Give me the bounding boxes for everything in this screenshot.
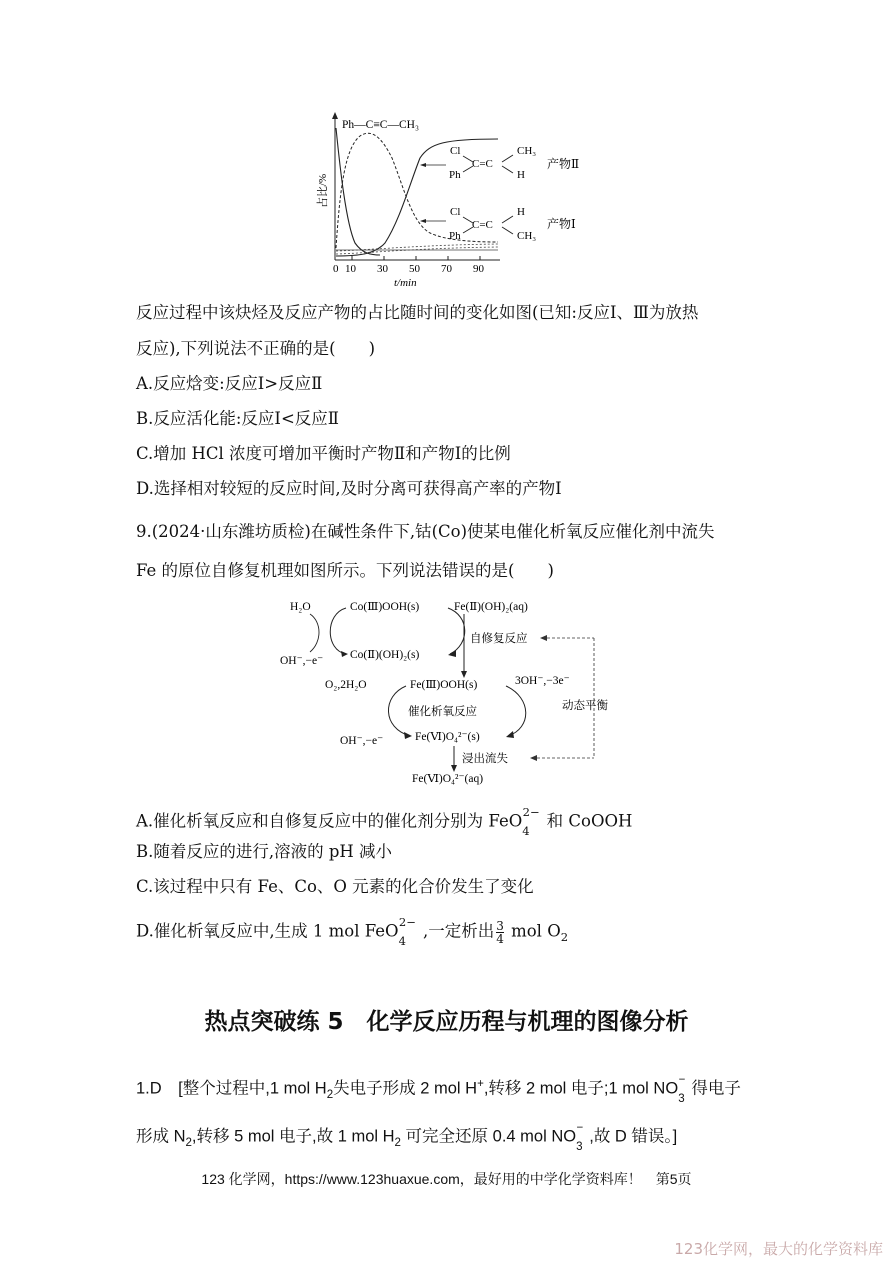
q8-option-a: A.反应焓变:反应Ⅰ>反应Ⅱ: [136, 374, 323, 393]
q9-stem-line2: Fe 的原位自修复机理如图所示。下列说法错误的是( ): [136, 561, 554, 580]
fe6aq-label: Fe(Ⅵ)O₄²⁻(aq): [412, 773, 484, 785]
product2-label: 产物Ⅱ: [547, 157, 580, 171]
answer-line2: 形成 $N_2$,转移 5 mol 电子,故 1 mol $H_2$ 可完全还原 0.4 mol $NO_3^-$ ,故 D 错误。]: [136, 1122, 678, 1153]
q8-stem-line2: 反应),下列说法不正确的是( ): [136, 339, 376, 358]
q9-stem-line1: 9.(2024·山东潍坊质检)在碱性条件下,钴(Co)使某电催化析氧反应催化剂中流失: [136, 522, 715, 541]
x-tick-90: 90: [473, 263, 484, 275]
co3-label: Co(Ⅲ)OOH(s): [350, 601, 420, 613]
product1-structure: [449, 206, 536, 242]
leach-label: 浸出流失: [462, 753, 508, 765]
q8-option-c: C.增加 HCl 浓度可增加平衡时产物Ⅱ和产物Ⅰ的比例: [136, 444, 511, 463]
section-title: 热点突破练 5 化学反应历程与机理的图像分析: [204, 1009, 689, 1035]
fe2aq-label: Fe(Ⅱ)(OH)₂(aq): [454, 601, 528, 613]
svg-text:Ph: Ph: [449, 169, 461, 181]
q8-option-d: D.选择相对较短的反应时间,及时分离可获得高产率的产物Ⅰ: [136, 479, 562, 498]
fe6s-label: Fe(Ⅵ)O₄²⁻(s): [415, 731, 480, 743]
q8-option-b: B.反应活化能:反应Ⅰ<反应Ⅱ: [136, 409, 339, 428]
reaction-ratio-figure: [300, 108, 600, 293]
x-axis-label: t/min: [394, 277, 417, 289]
oh-e-top-label: OH⁻,−e⁻: [280, 655, 324, 667]
x-tick-50: 50: [409, 263, 420, 275]
oh-e-bottom-label: OH⁻,−e⁻: [340, 735, 384, 747]
product1-label: 产物Ⅰ: [547, 217, 576, 231]
q8-stem-line1: 反应过程中该炔烃及反应产物的占比随时间的变化如图(已知:反应Ⅰ、Ⅲ为放热: [136, 303, 699, 322]
y-axis-arrow: [332, 112, 338, 119]
y-axis-label: 占比/%: [317, 173, 329, 208]
x-tick-0: 0: [333, 263, 339, 275]
q9-option-a: A.催化析氧反应和自修复反应中的催化剂分别为 FeO$_4^{2-}$ 和 CoOOH: [136, 805, 633, 838]
q9-option-d: D.催化析氧反应中,生成 1 mol FeO$_4^{2-}$ ,一定析出 $\frac{3}{4}$ mol $O_2$: [136, 915, 569, 948]
svg-text:Cl: Cl: [450, 206, 461, 218]
reactant-label: Ph—C≡C—CH₃: [342, 119, 419, 131]
answer-line1: 1.D [整个过程中,1 mol $H_2$失电子形成 2 mol H+,转移 2 mol 电子;1 mol $NO_3^-$ 得电子: [136, 1074, 741, 1105]
x-tick-30: 30: [377, 263, 388, 275]
reactant-curve: [336, 128, 380, 255]
page-footer: 123 化学网，https://www.123huaxue.com，最好用的中学化学资料库！ 第5页: [201, 1171, 692, 1187]
fe3-label: Fe(Ⅲ)OOH(s): [410, 679, 478, 691]
svg-text:CH₃: CH₃: [517, 145, 537, 157]
svg-text:Cl: Cl: [450, 145, 461, 157]
watermark: 123化学网，最大的化学资料库: [674, 1240, 883, 1258]
oer-label: 催化析氧反应: [408, 706, 477, 718]
h2o-label: H₂O: [290, 601, 311, 613]
self-repair-label: 自修复反应: [470, 633, 528, 645]
q9-option-b: B.随着反应的进行,溶液的 pH 减小: [136, 842, 393, 861]
o2-h2o-label: O₂,2H₂O: [325, 679, 367, 691]
svg-text:H: H: [517, 206, 525, 218]
three-oh-label: 3OH⁻,−3e⁻: [515, 675, 570, 687]
svg-text:Ph: Ph: [449, 230, 461, 242]
product2-structure: [449, 145, 536, 181]
x-tick-10: 10: [345, 263, 356, 275]
x-tick-70: 70: [441, 263, 452, 275]
svg-text:C=C: C=C: [472, 219, 493, 231]
dynamic-eq-label: 动态平衡: [562, 700, 608, 712]
mechanism-figure: [270, 592, 630, 792]
co2-label: Co(Ⅱ)(OH)₂(s): [350, 649, 420, 661]
svg-text:H: H: [517, 169, 525, 181]
svg-text:CH₃: CH₃: [517, 230, 537, 242]
svg-text:C=C: C=C: [472, 158, 493, 170]
product2-curve: [336, 139, 498, 256]
q9-option-c: C.该过程中只有 Fe、Co、O 元素的化合价发生了变化: [136, 877, 534, 896]
